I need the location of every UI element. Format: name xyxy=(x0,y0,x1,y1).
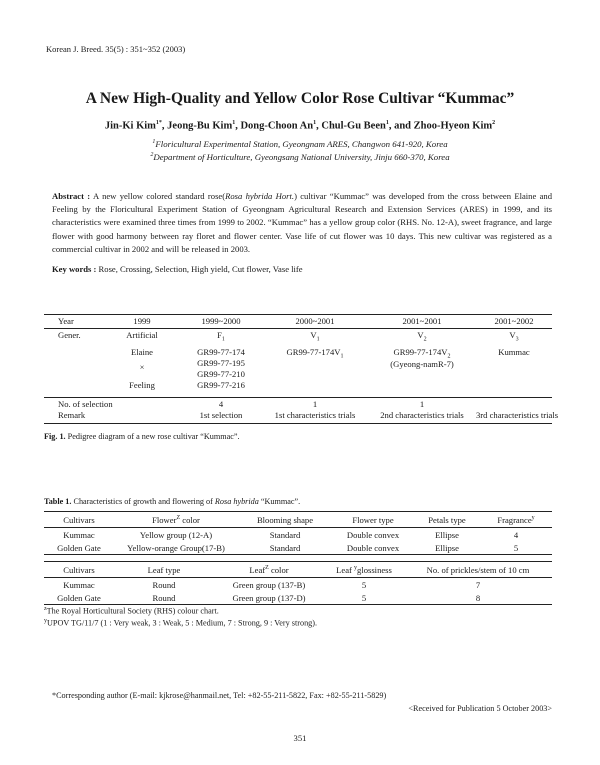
author-sup: 1* xyxy=(155,120,162,126)
table-header-row xyxy=(44,512,552,528)
nsel-cell: 1 xyxy=(419,399,425,409)
remark-cell: 1st characteristics trials xyxy=(274,410,356,420)
author-sup: 1 xyxy=(232,120,236,126)
paper-title: A New High-Quality and Yellow Color Rose Cultivar “Kummac” xyxy=(85,90,515,107)
corresponding-author: *Corresponding author (E-mail: kjkrose@hanmail.net, Tel: +82-55-211-5822, Fax: +82-55-211-5829) xyxy=(52,691,387,700)
figure-caption: Fig. 1. Pedigree diagram of a new rose cultivar “Kummac”. xyxy=(44,432,240,441)
author-name: Dong-Choon An xyxy=(240,120,314,132)
gener-cell: $V_1$ xyxy=(310,330,320,343)
gener-label: Gener. xyxy=(58,330,81,340)
th-cultivars: Cultivars xyxy=(44,562,114,578)
remark-cell: 3rd characteristics trials xyxy=(476,410,559,420)
gener-cell: Artificial xyxy=(126,330,158,340)
final-cultivar: Kummac xyxy=(498,347,530,357)
nsel-cell: 4 xyxy=(218,399,224,409)
journal-citation: Korean J. Breed. 35(5) : 351~352 (2003) xyxy=(46,44,186,54)
v2-alt-name: (Gyeong-namR-7) xyxy=(390,359,454,369)
affiliation-2: $^2$Department of Horticulture, Gyeongsang National University, Jinju 660-370, Korea xyxy=(150,152,450,162)
table-footnote: $^y$UPOV TG/11/7 (1 : Very weak, 3 : Weak, 5 : Medium, 7 : Strong, 9 : Very strong). xyxy=(44,618,318,628)
keywords-label: Key words : xyxy=(52,264,97,274)
author-sup: 1 xyxy=(385,120,389,126)
th-prickles: No. of prickles/stem of 10 cm xyxy=(404,562,552,578)
author-name: Chul-Gu Been xyxy=(321,120,386,132)
table-header-row xyxy=(44,562,552,578)
cross-symbol: × xyxy=(139,362,145,372)
abstract: Abstract : A new yellow colored standard rose(Rosa hybrida Hort.) cultivar “Kummac” was developed from the cross between Elaine and Feeling by the Floricultural Experiment Station of Gyeongnam Agricultural Research and Extension Services (ARES) in 1999, and its characteristics were examined three times from 1999 to 2002. “Kummac” has a yellow group color (RHS. No. 12-A), sweet fragrance, and large flower with good harmony between ray floret and flower center. Vase life of cut flower was 10 days. This new cultivar was registered as a commercial cultivar in 2002 and will be released in 2003. xyxy=(52,191,553,254)
table-row: Kummac Yellow group (12-A) Standard Double convex Ellipse 4 xyxy=(63,529,519,540)
affiliation-1: $^1$Floricultural Experimental Station, Gyeongnam ARES, Changwon 641-920, Korea xyxy=(152,139,448,149)
year-cell: 2001~2002 xyxy=(494,316,534,326)
gener-cell: $V_3$ xyxy=(509,330,519,343)
th-blooming-shape: Blooming shape xyxy=(238,512,332,528)
table-row: Kummac Round Green group (137-B) 5 7 xyxy=(63,579,481,590)
nsel-label: No. of selection xyxy=(58,399,113,409)
rule-year xyxy=(44,328,552,329)
th-flower-color: Flower$^Z$ color xyxy=(114,512,238,528)
v1-line: $GR99-77-174V_1$ xyxy=(286,347,344,360)
table-footnote: $^z$The Royal Horticultural Society (RHS) colour chart. xyxy=(44,606,219,616)
parent-seed: Elaine xyxy=(131,347,153,357)
parent-pollen: Feeling xyxy=(129,380,155,390)
year-cell: 1999~2000 xyxy=(201,316,241,326)
rule-mid xyxy=(44,397,552,398)
author-name: Jin-Ki Kim xyxy=(104,120,156,132)
year-label: Year xyxy=(58,316,74,326)
selection-line: GR99-77-174 xyxy=(197,347,245,357)
th-fragrance: Fragrance$^y$ xyxy=(480,512,552,528)
rule-top xyxy=(44,314,552,315)
author-name: Zhoo-Hyeon Kim xyxy=(413,120,493,132)
keywords: Key words : Rose, Crossing, Selection, High yield, Cut flower, Vase life xyxy=(52,264,303,274)
table-row: Golden Gate Yellow-orange Group(17-B) Standard Double convex Ellipse 5 xyxy=(44,541,552,555)
author-name: Jeong-Bu Kim xyxy=(167,120,233,132)
author-sup: 1 xyxy=(313,120,317,126)
author-list: Jin-Ki Kim$^{1*}$, Jeong-Bu Kim$^1$, Dong-Choon An$^1$, Chul-Gu Been$^1$, and Zhoo-Hyeon Kim$^2$ xyxy=(104,120,496,132)
th-cultivars: Cultivars xyxy=(44,512,114,528)
nsel-cell: 1 xyxy=(312,399,318,409)
author-sup: 2 xyxy=(492,120,496,126)
received-date: <Received for Publication 5 October 2003> xyxy=(408,704,552,713)
th-flower-type: Flower type xyxy=(332,512,414,528)
selection-line: GR99-77-195 xyxy=(197,358,245,368)
remark-cell: 2nd characteristics trials xyxy=(380,410,464,420)
table-row: Golden Gate Round Green group (137-D) 5 8 xyxy=(44,591,552,605)
selection-line: GR99-77-210 xyxy=(197,369,245,379)
abstract-label: Abstract : xyxy=(52,191,91,201)
gener-cell: $F_1$ xyxy=(217,330,225,343)
species-name: Rosa hybrida Hort. xyxy=(225,191,295,201)
rule-bottom xyxy=(44,423,552,424)
page-number: 351 xyxy=(293,733,307,743)
gener-cell: $V_2$ xyxy=(417,330,427,343)
year-cell: 2001~2001 xyxy=(402,316,442,326)
th-leaf-type: Leaf type xyxy=(114,562,214,578)
table-caption: Table 1. Characteristics of growth and flowering of Rosa hybrida “Kummac”. xyxy=(44,497,301,506)
table1-part2 xyxy=(44,561,552,605)
v2-line: $GR99-77-174V_2$ xyxy=(393,347,451,360)
year-cell: 2000~2001 xyxy=(295,316,335,326)
th-leaf-glossiness: Leaf $^y$glossiness xyxy=(324,562,404,578)
th-petals-type: Petals type xyxy=(414,512,480,528)
selection-line: GR99-77-216 xyxy=(197,380,245,390)
remark-label: Remark xyxy=(58,410,86,420)
remark-cell: 1st selection xyxy=(199,410,243,420)
year-cell: 1999 xyxy=(133,316,151,326)
table1-part1 xyxy=(44,511,552,555)
th-leaf-color: Leaf$^Z$ color xyxy=(214,562,324,578)
